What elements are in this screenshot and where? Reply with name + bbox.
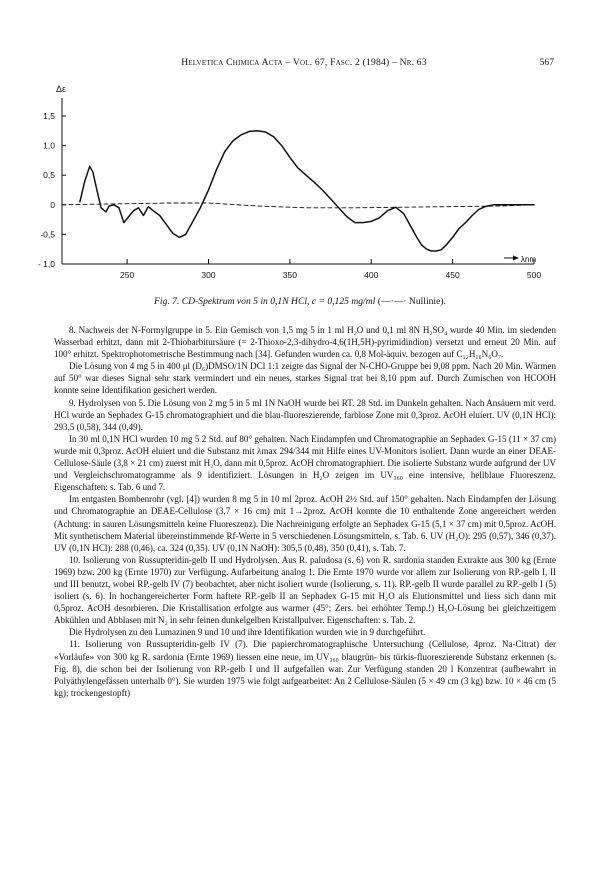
y-axis-label: Δε — [56, 84, 67, 94]
baseline-series — [62, 203, 534, 208]
arrow-head-icon — [513, 256, 519, 261]
figure-caption-legend: (—·—· Nullinie). — [377, 296, 446, 307]
x-tick-label: 350 — [282, 270, 297, 280]
y-tick-label: 0 — [50, 199, 55, 210]
x-tick-label: 300 — [201, 270, 216, 280]
paragraph: 8. Nachweis der N-Formylgruppe in 5. Ein Gemisch von 1,5 mg 5 in 1 ml H₂O und 0,1 ml 8N H₂SO₄ wurde 40 Min. im siedenden Wasserbad erhitzt, dann mit 2-Thiobarbitursäure (= 2-Thioxo-2,3-dihydro-4,6(1H,5H)-pyrimidindion) versetzt und erneut 20 Min. auf 100° erhitzt. Spektrophotometrische Bestimmung nach [34]. Gefunden wurden ca. 0,8 Mol-äquiv. bezogen auf C₁₂H₁₆N₆O₇. — [54, 325, 556, 360]
figure-caption — [40, 296, 560, 307]
y-tick-label: -0,5 — [40, 229, 55, 240]
cd-spectrum-chart — [0, 0, 600, 295]
journal-title: Helvetica Chimica Acta – Vol. 67, Fasc. 2 (1984) – Nr. 63 — [181, 57, 427, 68]
x-axis-label: λnm — [520, 255, 536, 264]
page-number: 567 — [539, 57, 554, 68]
x-tick-label: 400 — [364, 270, 379, 280]
x-tick-label: 500 — [526, 270, 542, 280]
chart-series — [62, 131, 534, 251]
paragraph: Die Hydrolysen zu den Lumazinen 9 und 10 und ihre Identifikation wurden wie in 9 durchgeführt. — [69, 627, 426, 638]
x-tick-label: 250 — [120, 270, 135, 280]
cd-spectrum-series — [80, 131, 534, 251]
x-axis-arrow — [504, 256, 519, 261]
x-ticks — [120, 259, 541, 280]
paragraph: 11. Isolierung von Russupteridin-gelb IV (7). Die papierchromatographische Untersuchung (Cellulose, 4proz. Na-Citrat) der «Vorläufe» von 300 kg R. sardonia (Ernte 1969) liessen eine neue, im UV₃₆₀ blaugrün- bis türkis-fluoreszierende Substanz erkennen (s. Fig. 8), die schon bei der Isolierung von RP.-gelb I und II aufgefallen war. Zur Verfügung standen 20 l Konzentrat (aufbewahrt in Polyäthylengefässen unterhalb 0°). Sie wurden 1975 wie folgt aufgearbeitet: An 2 Cellulose-Säulen (5 × 49 cm (3 kg) bzw. 10 × 46 cm (5 kg); trockengestopft) — [54, 639, 556, 698]
paragraph: Die Lösung von 4 mg 5 in 400 μl (D₆)DMSO/1N DCl 1:1 zeigte das Signal der N-CHO-Gruppe bei 9,08 ppm. Nach 20 Min. Wärmen auf 50° war dieses Signal sehr stark vermindert und ein neues, starkes Signal trat bei 8,10 ppm auf. Durch Zumischen von HCOOH konnte seine Identifikation gesichert werden. — [54, 361, 556, 396]
body-text — [54, 324, 556, 699]
paragraph: 9. Hydrolysen von 5. Die Lösung von 2 mg 5 in 5 ml 1N NaOH wurde bei RT. 28 Std. im Dunkeln gehalten. Nach Ansäuern mit verd. HCl wurde an Sephadex G-15 chromatographiert und die blau-fluoreszierende, farblose Zone mit 0,3proz. AcOH eluiert. UV (0,1N HCl): 293,5 (0,58), 344 (0,49). — [54, 397, 556, 432]
y-tick-label: - 1,0 — [37, 259, 55, 269]
y-tick-label: 1,5 — [43, 111, 55, 121]
figure-caption-text: Fig. 7. CD-Spektrum von 5 in 0,1N HCl, c = 0,125 mg/ml — [154, 296, 376, 307]
y-tick-label: 1,0 — [43, 140, 55, 151]
paragraph: 10. Isolierung von Russupteridin-gelb II und Hydrolysen. Aus R. paludosa (s. 6) von R. sardonia standen Extrakte aus 300 kg (Ernte 1969) bzw. 200 kg (Ernte 1970) zur Verfügung. Aufarbeitung analog 1. Die Ernte 1970 wurde vor allem zur Isolierung von RP.-gelb I, II und III benutzt, wobei RP.-gelb IV (7) beobachtet, aber nicht isoliert wurde (Isolierung, s. 11). RP.-gelb II wurde parallel zu RP.-gelb I (5) isoliert (s. 6). In hochangereicherter Form haftete RP.-gelb II an Sephadex G-15 mit H₂O als Elutionsmittel und liess sich dann mit 0,5proz. AcOH desorbieren. Die Kristallisation erfolgte aus warmer (45°; Zers. bei erhöhter Temp.!) H₂O-Lösung bei gleichzeitigem Abkühlen und Abblasen mit N₂ in sehr feinen dunkelgelben Kristallpulver. Eigenschaften: s. Tab. 2. — [54, 554, 556, 626]
x-tick-label: 450 — [445, 270, 460, 280]
chart-axes — [62, 98, 534, 264]
y-tick-label: 0,5 — [43, 170, 55, 181]
paragraph: In 30 ml 0,1N HCl wurden 10 mg 5 2 Std. auf 80° gehalten. Nach Eindampfen und Chromatographie an Sephadex G-15 (11 × 37 cm) wurde mit 0,3proz. AcOH eluiert und die Substanz mit λmax 294/344 mit Hilfe eines UV-Monitors isoliert. Dann wurde an einer DEAE-Cellulose-Säule (3,8 × 21 cm) zuerst mit H₂O, dann mit 0,5proz. AcOH chromatographiert. Die isolierte Substanz wurde aufgrund der UV und Vergleichschromatogramme als 9 identifiziert. Lösungen in H₂O zeigen im UV₃₆₀ eine intensive, hellblaue Fluoreszenz. Eigenschaften: s. Tab. 6 und 7. — [54, 433, 556, 493]
paragraph: Im entgasten Bombenrohr (vgl. [4]) wurden 8 mg 5 in 10 ml 2proz. AcOH 2½ Std. auf 150° gehalten. Nach Eindampfen der Lösung und Chromatographie an DEAE-Cellulose (3,7 × 16 cm) mit 1→2proz. AcOH konnte die 10 enthaltende Zone angereichert werden (Achtung: in sauren Lösungsmitteln keine Fluoreszenz). Die Nachreinigung erfolgte an Sephadex G-15 (5,1 × 37 cm) mit 0,5proz. AcOH. Mit synthetischem Material übereinstimmende Rf-Werte in 5 verschiedenen Lösungsmitteln, s. Tab. 6. UV (H₂O): 295 (0,57), 346 (0,37). UV (0,1N HCl): 288 (0,46), ca. 324 (0,35). UV (0,1N NaOH): 305,5 (0,48), 350 (0,41), s. Tab. 7. — [54, 494, 556, 553]
